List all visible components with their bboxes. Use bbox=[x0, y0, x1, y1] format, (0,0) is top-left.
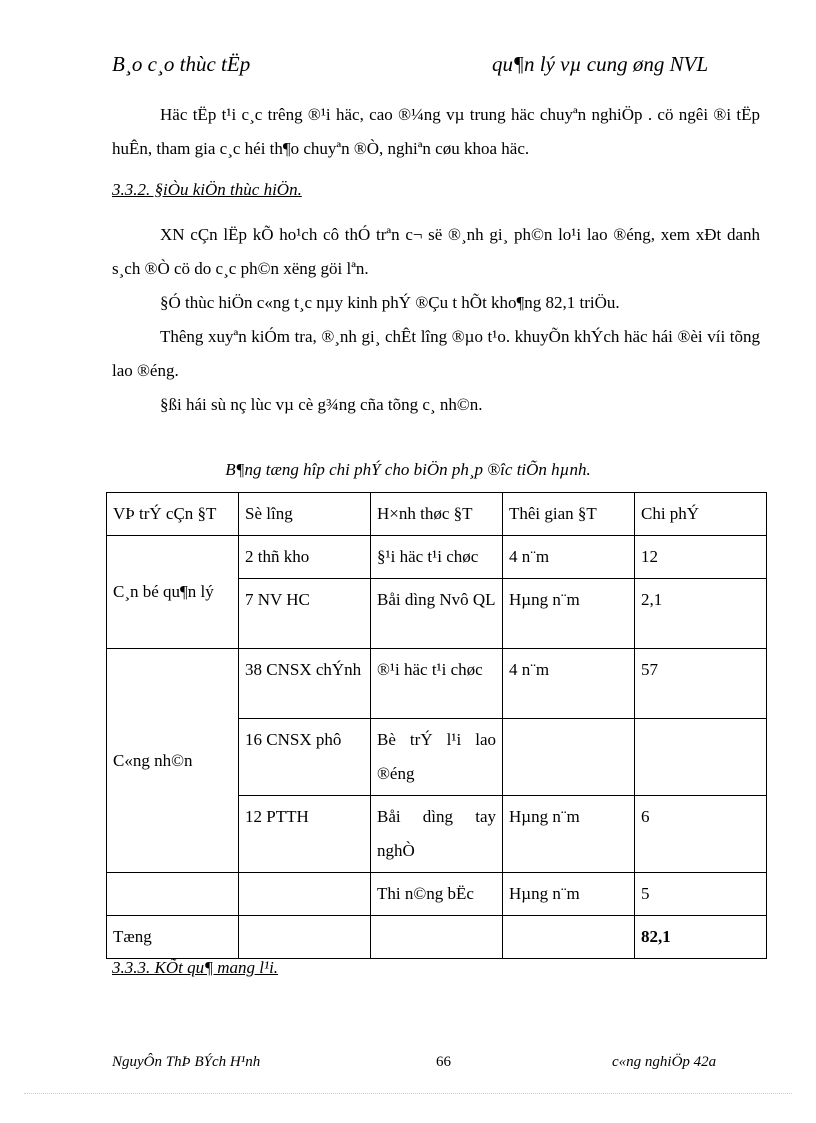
table-cell: 5 bbox=[635, 873, 767, 916]
table-cell: Hµng n¨m bbox=[503, 579, 635, 649]
table-cell: 4 n¨m bbox=[503, 536, 635, 579]
total-label-cell: Tæng bbox=[107, 916, 239, 959]
page-bottom-divider bbox=[24, 1093, 792, 1094]
table-row bbox=[107, 649, 767, 719]
header-subject-title: qu¶n lý vµ cung øng NVL bbox=[492, 52, 709, 76]
paragraph-effort: §ßi hái sù nç lùc vµ cè g¾ng cña tõng c¸ nh©n. bbox=[160, 395, 483, 414]
table-cell: §¹i häc t¹i chøc bbox=[371, 536, 503, 579]
group-cell-management: C¸n bé qu¶n lý bbox=[107, 536, 239, 649]
table-header-row bbox=[107, 493, 767, 536]
table-cell bbox=[239, 916, 371, 959]
total-value-cell: 82,1 bbox=[635, 916, 767, 959]
table-cell: 2,1 bbox=[635, 579, 767, 649]
header-cell: H×nh thøc §T bbox=[371, 493, 503, 536]
table-cell: 12 bbox=[635, 536, 767, 579]
header-report-title: B¸o c¸o thùc tËp bbox=[112, 52, 251, 76]
section-heading-333: 3.3.3. KÕt qu¶ mang l¹i. bbox=[112, 958, 279, 977]
table-cell: 7 NV HC bbox=[239, 579, 371, 649]
header-cell: Chi phÝ bbox=[635, 493, 767, 536]
table-caption: B¶ng tæng hîp chi phÝ cho biÖn ph¸p ®îc tiÕn hµnh. bbox=[225, 460, 591, 479]
paragraph-block-1 bbox=[112, 98, 760, 166]
table-row bbox=[107, 873, 767, 916]
cost-summary-table bbox=[106, 492, 767, 959]
table-cell: Bè trÝ l¹i lao ®éng bbox=[371, 719, 503, 796]
table-cell bbox=[371, 916, 503, 959]
table-cell: 16 CNSX phô bbox=[239, 719, 371, 796]
table-cell: Båi dìng tay nghÒ bbox=[371, 796, 503, 873]
paragraph-training: Häc tËp t¹i c¸c trêng ®¹i häc, cao ®¼ng vµ trung häc chuyªn nghiÖp . cö ngêi ®i tËp huÊn, tham gia c¸c héi th¶o chuyªn ®Ò, nghiªn cøu khoa häc. bbox=[112, 105, 760, 158]
table-cell: Hµng n¨m bbox=[503, 796, 635, 873]
group-cell-workers: C«ng nh©n bbox=[107, 649, 239, 873]
table-cell: Båi dìng Nvô QL bbox=[371, 579, 503, 649]
table-cell: 12 PTTH bbox=[239, 796, 371, 873]
section-heading-332: 3.3.2. §iÒu kiÖn thùc hiÖn. bbox=[112, 180, 302, 199]
paragraph-block-2 bbox=[112, 218, 760, 422]
table-cell: 38 CNSX chÝnh bbox=[239, 649, 371, 719]
table-cell bbox=[635, 719, 767, 796]
table-cell bbox=[107, 873, 239, 916]
table-cell: Thi n©ng bËc bbox=[371, 873, 503, 916]
table-total-row bbox=[107, 916, 767, 959]
table-cell: Hµng n¨m bbox=[503, 873, 635, 916]
header-cell: Thêi gian §T bbox=[503, 493, 635, 536]
table-row bbox=[107, 536, 767, 579]
header-cell: Sè lîng bbox=[239, 493, 371, 536]
paragraph-quality-check: Thêng xuyªn kiÓm tra, ®¸nh gi¸ chÊt lîng ®µo t¹o. khuyÕn khÝch häc hái ®èi víi tõng lao ®éng. bbox=[112, 327, 760, 380]
footer-author: NguyÔn ThÞ BÝch H¹nh bbox=[112, 1054, 261, 1070]
table-cell: 6 bbox=[635, 796, 767, 873]
table-cell: 2 thñ kho bbox=[239, 536, 371, 579]
table-cell: 4 n¨m bbox=[503, 649, 635, 719]
header-cell: VÞ trÝ cÇn §T bbox=[107, 493, 239, 536]
paragraph-funding: §Ó thùc hiÖn c«ng t¸c nµy kinh phÝ ®Çu t hÕt kho¶ng 82,1 triÖu. bbox=[160, 293, 620, 312]
footer-class: c«ng nghiÖp 42a bbox=[612, 1054, 717, 1070]
table-cell: 57 bbox=[635, 649, 767, 719]
table-cell bbox=[503, 916, 635, 959]
table-cell bbox=[239, 873, 371, 916]
paragraph-planning: XN cÇn lËp kÕ ho¹ch cô thÓ trªn c¬ së ®¸nh gi¸ ph©n lo¹i lao ®éng, xem xÐt danh s¸ch ®Ò cö do c¸c ph©n xëng göi lªn. bbox=[112, 225, 760, 278]
table-cell: ®¹i häc t¹i chøc bbox=[371, 649, 503, 719]
footer-page-number: 66 bbox=[436, 1054, 451, 1070]
table-cell bbox=[503, 719, 635, 796]
